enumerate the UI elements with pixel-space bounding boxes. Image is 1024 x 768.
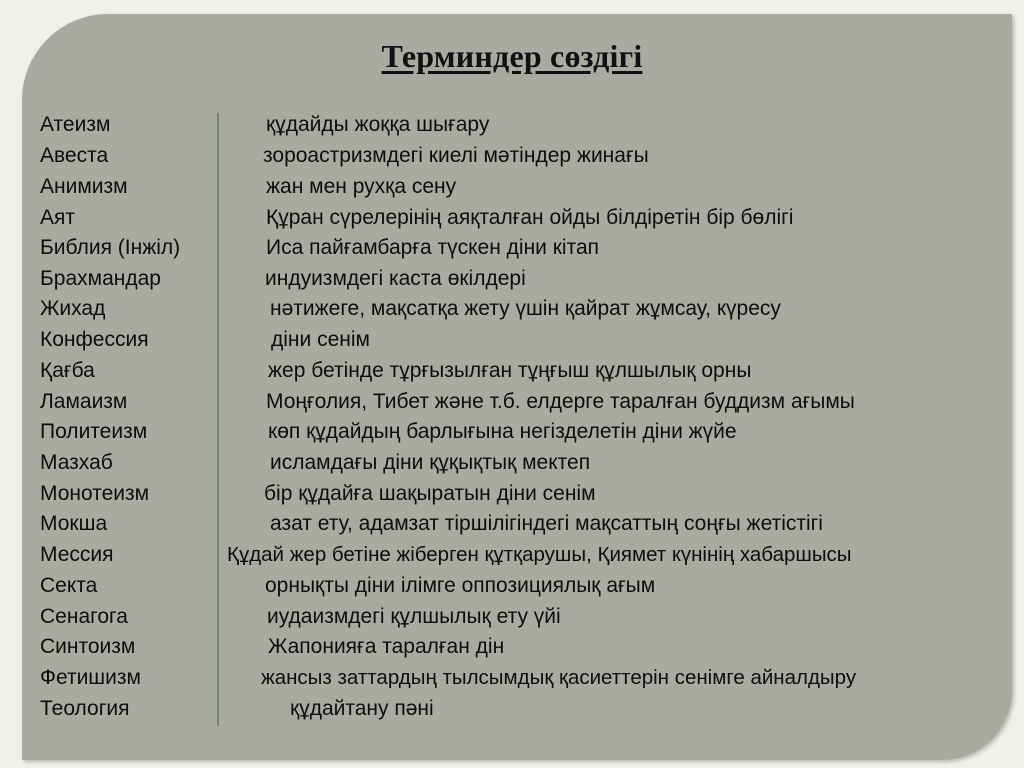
glossary-definition: құдайды жоққа шығару xyxy=(266,113,490,136)
glossary-row xyxy=(0,236,1024,267)
glossary-term: Конфессия xyxy=(40,328,149,351)
glossary-term: Атеизм xyxy=(40,113,111,136)
glossary-row xyxy=(0,482,1024,513)
glossary-term: Мазхаб xyxy=(40,451,113,474)
glossary-definition: индуизмдегі каста өкілдері xyxy=(265,267,526,290)
glossary-row xyxy=(0,697,1024,728)
glossary-row xyxy=(0,297,1024,328)
glossary-row xyxy=(0,543,1024,574)
glossary-definition: Иса пайғамбарға түскен діни кітап xyxy=(266,236,600,259)
slide-title: Терминдер сөздігі xyxy=(381,38,643,74)
glossary-definition: бір құдайға шақыратын діни сенім xyxy=(264,482,596,505)
glossary-definition: нәтижеге, мақсатқа жету үшін қайрат жұмсау, күресу xyxy=(270,297,781,320)
glossary-definition: жансыз заттардың тылсымдық қасиеттерін сенімге айналдыру xyxy=(261,666,857,689)
glossary-term: Фетишизм xyxy=(40,666,141,689)
glossary-definition: Құран сүрелерінің аяқталған ойды білдіретін бір бөлігі xyxy=(266,206,794,229)
glossary-row xyxy=(0,359,1024,390)
glossary-row xyxy=(0,635,1024,666)
glossary-definition: Жапонияға таралған дін xyxy=(268,635,505,658)
glossary-term: Жихад xyxy=(40,297,106,320)
glossary-definition: құдайтану пәні xyxy=(290,697,434,720)
glossary-term: Сенагога xyxy=(40,605,128,628)
glossary-definition: Моңғолия, Тибет және т.б. елдерге таралған буддизм ағымы xyxy=(266,390,855,413)
glossary-row xyxy=(0,175,1024,206)
glossary-term: Мессия xyxy=(40,543,114,566)
glossary-row xyxy=(0,328,1024,359)
glossary-row xyxy=(0,144,1024,175)
glossary-definition: иудаизмдегі құлшылық ету үйі xyxy=(267,605,561,628)
glossary-row xyxy=(0,420,1024,451)
glossary-definition: жан мен рухқа сену xyxy=(266,175,457,198)
glossary-term: Авеста xyxy=(40,144,109,167)
glossary-term: Синтоизм xyxy=(40,635,136,658)
glossary-definition: діни сенім xyxy=(271,328,370,351)
glossary-row xyxy=(0,574,1024,605)
glossary-term: Теология xyxy=(40,697,130,720)
glossary-term: Мокша xyxy=(40,512,108,535)
glossary-term: Брахмандар xyxy=(40,267,161,290)
glossary-row xyxy=(0,451,1024,482)
glossary-row xyxy=(0,512,1024,543)
glossary-definition: азат ету, адамзат тіршілігіндегі мақсаттың соңғы жетістігі xyxy=(270,512,823,535)
glossary-row xyxy=(0,206,1024,237)
glossary-term: Монотеизм xyxy=(40,482,150,505)
glossary-term: Секта xyxy=(40,574,98,597)
glossary-term: Ламаизм xyxy=(40,390,128,413)
glossary-definition: исламдағы діни құқықтық мектеп xyxy=(270,451,591,474)
glossary-term: Аят xyxy=(40,206,75,229)
glossary-definition: зороастризмдегі киелі мәтіндер жинағы xyxy=(263,144,649,167)
glossary-term: Анимизм xyxy=(40,175,128,198)
glossary-row xyxy=(0,390,1024,421)
glossary-row xyxy=(0,113,1024,144)
glossary-term: Библия (Інжіл) xyxy=(40,236,181,259)
glossary-definition: орнықты діни ілімге оппозициялық ағым xyxy=(265,574,656,597)
glossary-definition: Құдай жер бетіне жіберген құтқарушы, Қиямет күнінің хабаршысы xyxy=(227,543,852,566)
glossary-row xyxy=(0,605,1024,636)
glossary-definition: жер бетінде тұрғызылған тұңғыш құлшылық орны xyxy=(268,359,752,382)
glossary-term: Қағба xyxy=(40,359,95,382)
glossary-row xyxy=(0,267,1024,298)
glossary-term: Политеизм xyxy=(40,420,148,443)
glossary-row xyxy=(0,666,1024,697)
glossary-definition: көп құдайдың барлығына негізделетін діни жүйе xyxy=(268,420,737,443)
